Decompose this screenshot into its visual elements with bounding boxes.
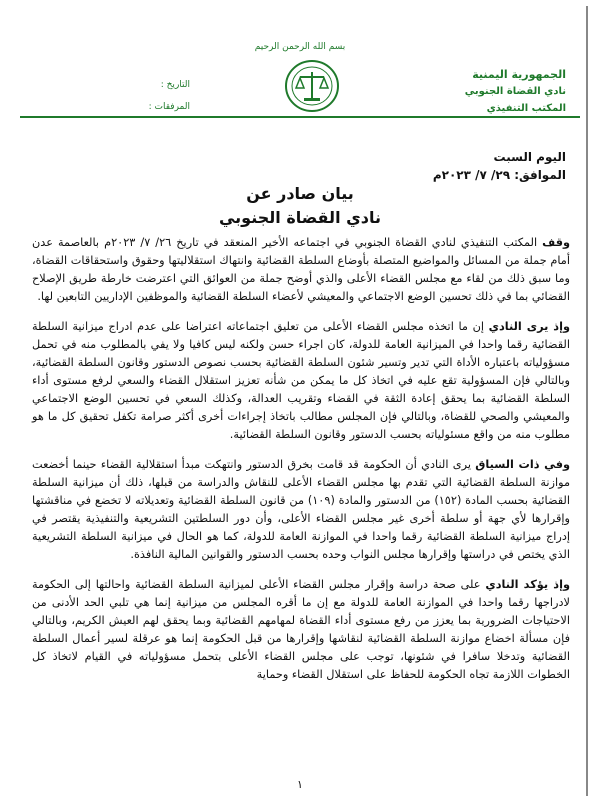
paragraph-lead: وإذ يرى النادي bbox=[488, 320, 570, 333]
reference-block bbox=[70, 74, 190, 118]
paragraph bbox=[32, 456, 570, 564]
scales-of-justice-emblem-icon bbox=[282, 58, 342, 114]
office-name: المكتب التنفيذي bbox=[486, 103, 566, 114]
attachments-label: المرفقات : bbox=[148, 102, 190, 112]
basmala: بسم الله الرحمن الرحيم bbox=[254, 42, 346, 52]
paragraph-text: على صحة دراسة وإقرار مجلس القضاء الأعلى لميزانية السلطة القضائية واحالتها إلى الحكومة لادراجها رقما واحدا في الموازنة العامة للدولة مع إن ما أقره المجلس من ميزانية إنما هي تلبي الحد الأدنى من الاحتياجات الضرورية بما يعزز من رفع مستوى أداء القضاة لمهامهم القضائية وبما يحقق لهم العيش الكريم، وبالتالي فإن مسألة اخضاع موازنة السلطة القضائية لنقاشها وإقرارها من قبل الحكومة إنما هو عرقلة لسير أعمال السلطة القضائية وتدخلا سافرا في شئونها، توجب على مجلس القضاء الأعلى بتحمل مسؤولياته في القيام لاتخاذ كل الخطوات اللازمة تجاه الحكومة للحفاظ على استقلال القضاء وحماية bbox=[32, 578, 570, 681]
day-text: اليوم السبت bbox=[493, 150, 566, 164]
paragraph bbox=[32, 576, 570, 684]
country-name: الجمهورية اليمنية bbox=[472, 68, 566, 81]
paragraph-text: إن ما اتخذه مجلس القضاء الأعلى من تعليق اجتماعاته اعتراضا على عدم ادراج ميزانية السلطة القضائية رقما واحدا في الميزانية العامة للدولة، كان اجراء حسن ولكنه ليس كافيا ولا يفي بالمطلوب منه في تحمل مسؤولياته باعتباره الأداة التي تدير وتسير شئون السلطة القضائية بحسب نصوص الدستور وقانون السلطة القضائية، وبالتالي فإن المسؤولية تقع عليه في اتخاذ كل ما يمكن من شأنه تعزيز استقلال القضاء والسعي لرفع مستوى أداء السلطة القضائية بما يحقق إعادة الثقة في القضاء وتقريب العدالة، وكذلك السعي في تحسين الوضع الاجتماعي والمعيشي والصحي للقضاة، وبالتالي فإن المجلس مطالب باتخاذ إجراءات أخرى أكثر صرامة تكفل تحقيق كل ما هو مطلوب منه من واقع مسئولياته بحسب الدستور وقانون السلطة القضائية. bbox=[32, 320, 570, 441]
paragraph bbox=[32, 234, 570, 306]
paragraph-lead: وقف bbox=[542, 236, 570, 249]
statement-body bbox=[32, 234, 570, 696]
paragraph bbox=[32, 318, 570, 444]
page-number: ١ bbox=[297, 778, 303, 791]
statement-title bbox=[0, 182, 600, 230]
organization-block bbox=[406, 66, 566, 117]
paragraph-lead: وإذ يؤكد النادي bbox=[485, 578, 570, 591]
paragraph-text: المكتب التنفيذي لنادي القضاة الجنوبي في اجتماعه الأخير المنعقد في تاريخ ٢٦/ ٧/ ٢٠٢٣م بالعاصمة عدن أمام جملة من المسائل والمواضيع المتصلة بأوضاع السلطة القضائية وانتهاك استقلاليتها وحقوق واستحقاقات القضاة، وما سبق ذلك من لقاء مع مجلس القضاء الأعلى والذي أوضح جملة من العوائق التي اعترضت خارطة طريق الإصلاح القضائي بما في ذلك تحسين الوضع الاجتماعي والمعيشي لأعضاء السلطة القضائية والموظفين الإداريين التابعين لها. bbox=[32, 236, 570, 303]
letterhead bbox=[20, 14, 580, 114]
club-name: نادي القضاة الجنوبي bbox=[464, 86, 566, 97]
dateline bbox=[433, 148, 566, 184]
date-text: الموافق: ٢٩/ ٧/ ٢٠٢٣م bbox=[432, 168, 566, 182]
title-line-1: بيان صادر عن bbox=[246, 184, 354, 203]
paragraph-text: يرى النادي أن الحكومة قد قامت بخرق الدستور وانتهكت مبدأ استقلالية القضاء حينما أخضعت موازنة السلطة القضائية التي تقدم بها مجلس القضاء الأعلى للنقاش والدراسة من قبلها، ذلك أن ميزانية السلطة القضائية بحسب المادة (١٥٢) من الدستور والمادة (١٠٩) من قانون السلطة القضائية وتعديلاته لا تخضع في مناقشتها وإقرارها لأي جهة أو سلطة أخرى غير مجلس القضاء الأعلى، وأن دور السلطتين التشريعية والتنفيذية يقتصر في إدراج ميزانية السلطة القضائية رقما واحدا في الموازنة العامة للدولة، كما هو الحال في ميزانية السلطة التشريعية الذي يختص في دراستها وإقرارها مجلس النواب وحده بحسب الدستور والقوانين المالية النافذة. bbox=[32, 458, 570, 561]
title-line-2: نادي القضاة الجنوبي bbox=[218, 208, 382, 227]
date-label: التاريخ : bbox=[160, 80, 190, 90]
header-divider bbox=[20, 116, 580, 118]
paragraph-lead: وفي ذات السياق bbox=[475, 458, 570, 471]
